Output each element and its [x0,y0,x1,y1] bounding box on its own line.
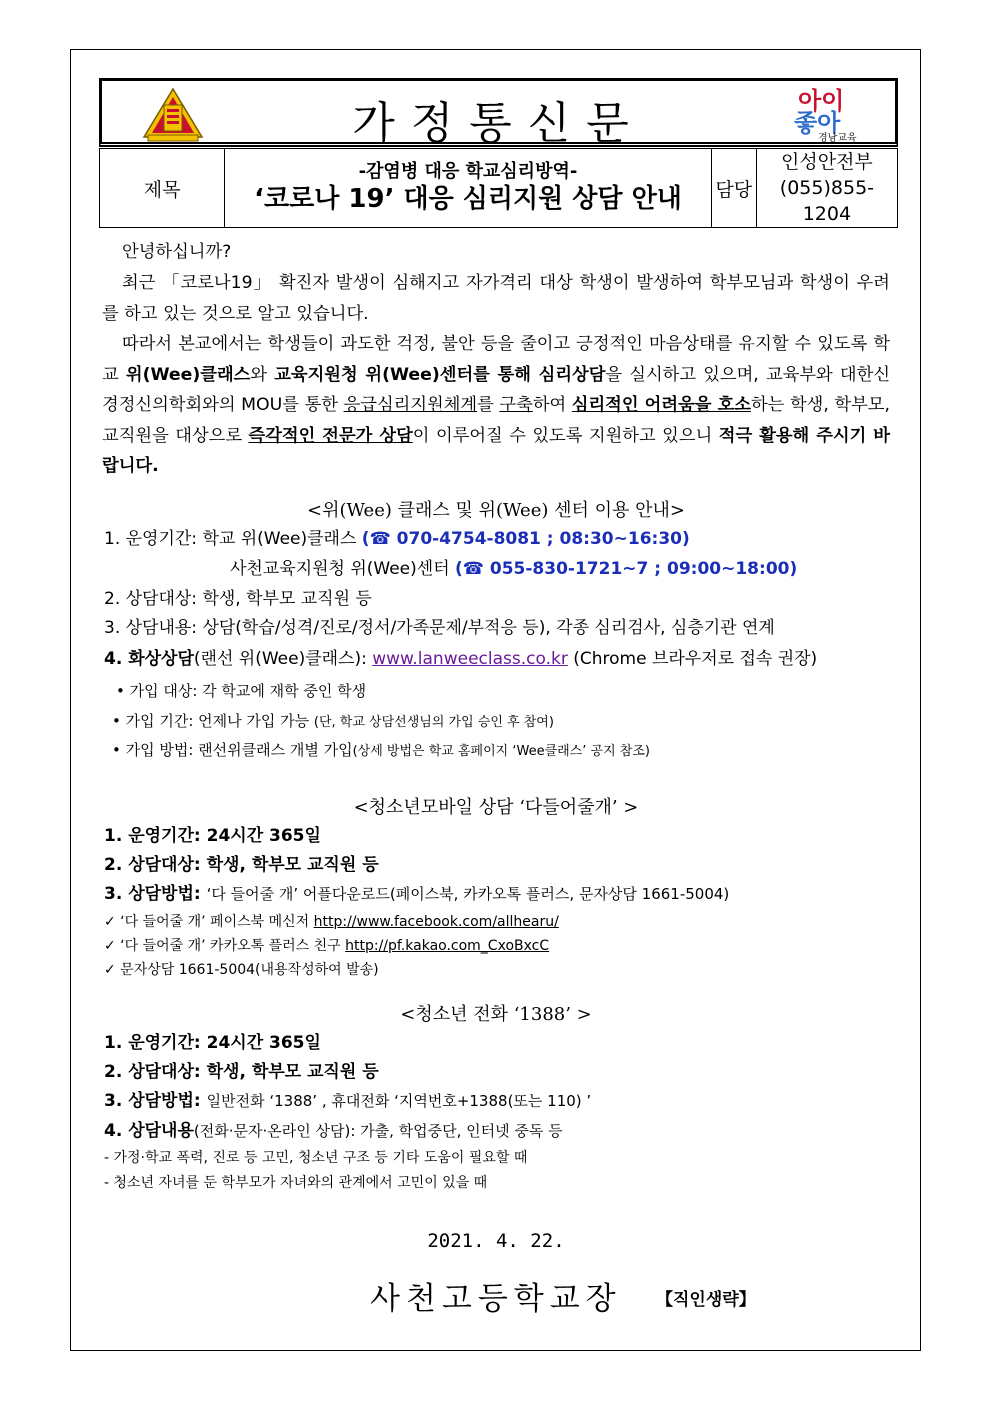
gyeongnam-education-logo [794,83,868,143]
wee-bullet-2: • 가입 기간: 언제나 가입 가능 (단, 학교 상담선생님의 가입 승인 후 참여) [112,712,554,730]
header-title-box [99,78,898,147]
mobile-check-3: ✓ 문자상담 1661-5004(내용작성하여 발송) [104,962,379,978]
phone-section-heading: <청소년 전화 ‘1388’ > [400,1004,592,1025]
wee-line-5: 4. 화상상담(랜선 위(Wee)클래스): www.lanweeclass.co.kr (Chrome 브라우저로 접속 권장) [104,649,818,669]
logo-text-bottom: 경남교육 [818,133,857,144]
lanweeclass-link[interactable]: www.lanweeclass.co.kr [372,649,568,669]
notice-date: 2021. 4. 22. [427,1230,565,1252]
wee-bullet-3: • 가입 방법: 랜선위클래스 개별 가입(상세 방법은 학교 홈페이지 ‘Wee클래스’ 공지 참조) [112,741,650,759]
signer-name: 사천고등학교장 [370,1281,622,1317]
kakao-link[interactable]: http://pf.kakao.com_CxoBxcC [345,938,550,954]
wee-line-4: 3. 상담내용: 상담(학습/성격/진로/정서/가족문제/부적응 등), 각종 심리검사, 심층기관 연계 [104,618,775,638]
phone-line-4: 4. 상담내용(전화·문자·온라인 상담): 가출, 학업중단, 인터넷 중독 등 [104,1121,563,1141]
wee-line-2: 사천교육지원청 위(Wee)센터 (☎ 055-830-1721~7 ; 09:00~18:00) [230,559,798,579]
logo-text-top: 아이 [798,87,845,115]
phone-line-3: 3. 상담방법: 일반전화 ‘1388’ , 휴대전화 ‘지역번호+1388(또는 110) ’ [104,1091,592,1111]
logo-text-mid: 좋아 [794,109,841,137]
facebook-link[interactable]: http://www.facebook.com/allhearu/ [313,914,559,930]
mobile-check-2: ✓ ‘다 들어줄 개’ 카카오톡 플러스 친구 http://pf.kakao.com_CxoBxcC [104,938,550,954]
intro-paragraph-2: 따라서 본교에서는 학생들이 과도한 걱정, 불안 등을 줄이고 긍정적인 마음상태를 유지할 수 있도록 학교 위(Wee)클래스와 교육지원청 위(Wee)센터를 통해 심리상담을 실시하고 있으며, 교육부와 대한신경정신의학회와의 MOU를 통한 응급심리지원체계를 구축하여 심리적인 어려움을 호소하는 학생, 학부모, 교직원을 대상으로 즉각적인 전문가 상담이 이루어질 수 있도록 지원하고 있으니 적극 활용해 주시기 바랍니다. [102,334,891,476]
subject-label: 제목 [100,149,225,228]
notice-main-title: ‘코로나 19’ 대응 심리지원 상담 안내 [254,184,682,214]
charge-label: 담당 [711,149,756,228]
wee-line-1: 1. 운영기간: 학교 위(Wee)클래스 (☎ 070-4754-8081 ; 08:30~16:30) [104,529,690,549]
mobile-check-1: ✓ ‘다 들어줄 개’ 페이스북 메신저 http://www.facebook.com/allhearu/ [104,914,559,930]
mobile-line-2: 2. 상담대상: 학생, 학부모 교직원 등 [104,855,379,875]
greeting: 안녕하십니까? [122,242,232,262]
wee-section-heading: <위(Wee) 클래스 및 위(Wee) 센터 이용 안내> [307,500,685,521]
subject-cell [225,149,712,228]
phone-detail-2: - 청소년 자녀를 둔 학부모가 자녀와의 관계에서 고민이 있을 때 [104,1175,488,1191]
phone-line-1: 1. 운영기간: 24시간 365일 [104,1033,321,1053]
info-table [99,148,898,228]
mobile-section-heading: <청소년모바일 상담 ‘다들어줄개’ > [353,797,639,818]
page-title: 가정통신문 [352,98,645,149]
intro-paragraph-1: 최근 「코로나19」 확진자 발생이 심해지고 자가격리 대상 학생이 발생하여 학부모님과 학생이 우려를 하고 있는 것으로 알고 있습니다. [102,273,890,324]
seal-note: 【직인생략】 [656,1290,756,1310]
mobile-line-3: 3. 상담방법: ‘다 들어줄 개’ 어플다운로드(페이스북, 카카오톡 플러스, 문자상담 1661-5004) [104,884,730,904]
wee-bullet-1: • 가입 대상: 각 학교에 재학 중인 학생 [116,682,367,700]
wee-line-3: 2. 상담대상: 학생, 학부모 교직원 등 [104,589,372,609]
mobile-line-1: 1. 운영기간: 24시간 365일 [104,826,321,846]
contact-phone: (055)855-1204 [779,177,875,225]
notice-subtitle: -감염병 대응 학교심리방역- [358,161,578,182]
phone-detail-1: - 가정·학교 폭력, 진로 등 고민, 청소년 구조 등 기타 도움이 필요할 때 [104,1150,528,1166]
contact-cell [756,149,897,228]
department: 인성안전부 [781,151,873,173]
phone-line-2: 2. 상담대상: 학생, 학부모 교직원 등 [104,1062,379,1082]
